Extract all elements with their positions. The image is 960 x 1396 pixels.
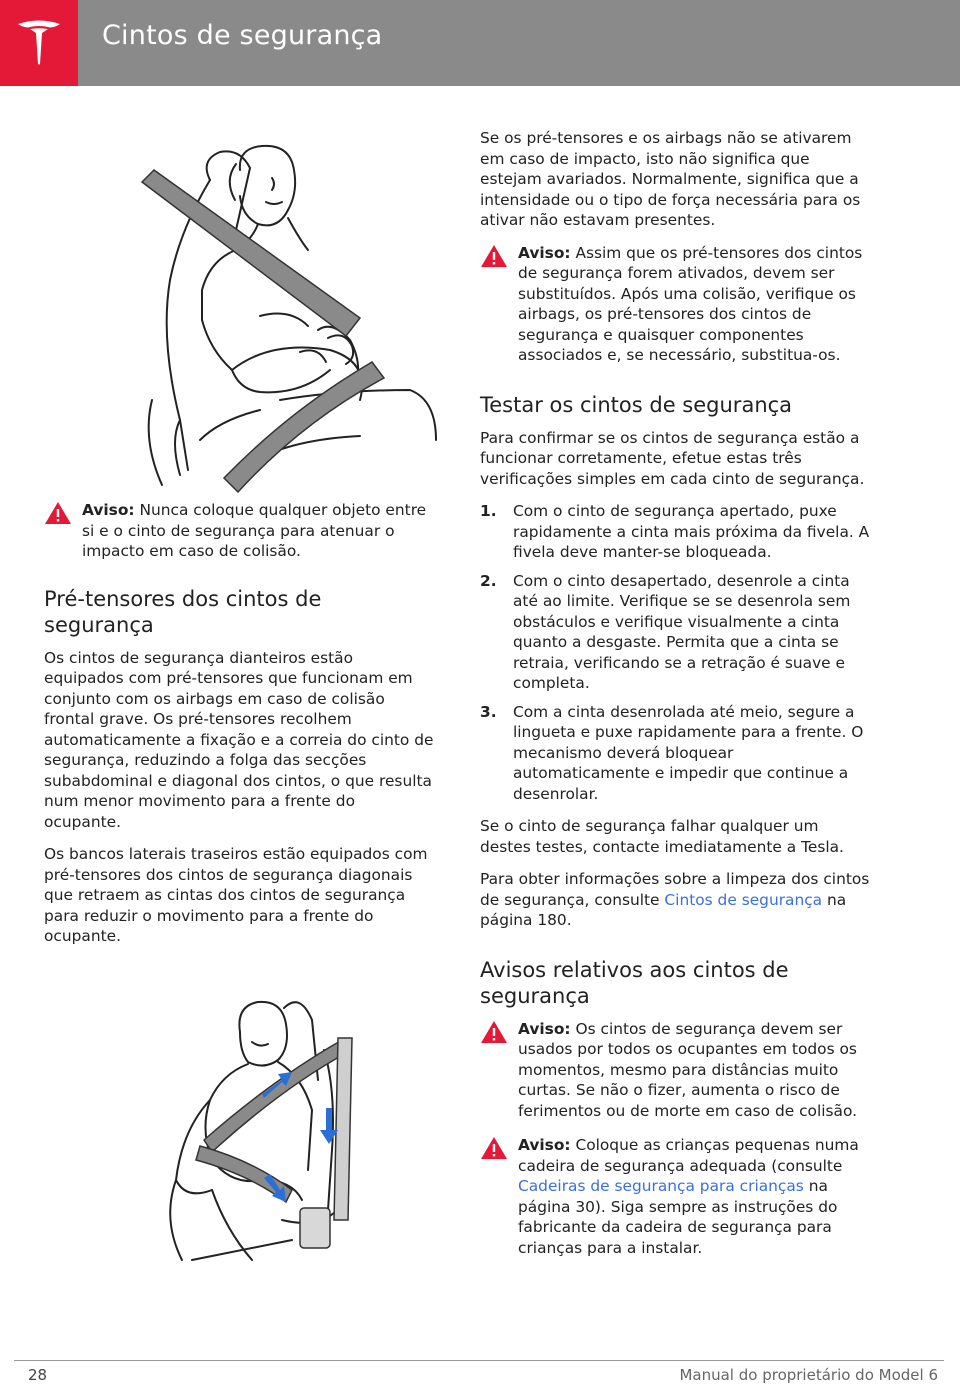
man-seatbelt-illustration (152, 990, 364, 1275)
warning-label: Aviso: (82, 501, 135, 519)
warning-note: Aviso: Coloque as crianças pequenas numa cadeira de segurança adequada (consulte Cadeiras de segurança para crianças na página 30). Siga sempre as instruções do fabricante da cadeira de segurança para crianças para a instalar. (480, 1135, 872, 1258)
warning-label: Aviso: (518, 1019, 571, 1038)
left-column (44, 500, 436, 959)
tesla-t-icon (16, 18, 62, 68)
warning-triangle-icon (44, 501, 72, 525)
warning-text: Os cintos de segurança devem ser usados por todos os ocupantes em todos os momentos, mesmo para distâncias muito curtas. Se não o fizer, aumenta o risco de ferimentos ou de morte em caso de colisão. (518, 1019, 858, 1120)
warning-triangle-icon (480, 1136, 508, 1160)
warning-triangle-icon (480, 244, 508, 268)
page-title: Cintos de segurança (102, 20, 383, 51)
pretensioner-paragraph: Os cintos de segurança dianteiros estão equipados com pré-tensores que funcionam em conjunto com os airbags em caso de colisão frontal grave. Os pré-tensores recolhem automaticamente a fixação e a correia do cinto de segurança, reduzindo a folga das secções subabdominal e diagonal dos cintos, o que resulta num menor movimento para a frente do ocupante. (44, 648, 434, 831)
page-header (0, 0, 960, 86)
right-column (480, 128, 872, 1272)
cleaning-paragraph: Para obter informações sobre a limpeza dos cintos de segurança, consulte Cintos de segurança na página 180. (480, 870, 870, 929)
section-title-pretensioners: Pré-tensores dos cintos de segurança (44, 586, 322, 637)
section-title-warnings: Avisos relativos aos cintos de segurança (480, 957, 789, 1008)
test-intro-paragraph: Para confirmar se os cintos de segurança estão a funcionar corretamente, efetue estas três verificações simples em cada cinto de segurança. (480, 428, 865, 488)
manual-title: Manual do proprietário do Model 6 (679, 1366, 938, 1384)
warning-text: Assim que os pré-tensores dos cintos de segurança forem ativados, devem ser substituídos. Após uma colisão, verifique os airbags, os pré-tensores dos cintos de segurança e quaisquer componentes associados e, se necessário, substitua-os. (518, 243, 863, 364)
section-title-testing: Testar os cintos de segurança (480, 392, 793, 417)
warning-text: Nunca coloque qualquer objeto entre si e o cinto de segurança para atenuar o impacto em caso de colisão. (82, 501, 427, 560)
list-item: 2. Com o cinto desapertado, desenrole a cinta até ao limite. Verifique se se desenrola sem obstáculos e verifique visualmente a cinta quanto a desgaste. Permita que a cinta se retraia, verificando se a retração é suave e completa. (480, 571, 851, 692)
child-seat-link[interactable]: Cadeiras de segurança para crianças (518, 1177, 804, 1195)
warning-note (44, 500, 436, 562)
warning-label: Aviso: (518, 243, 571, 262)
airbag-paragraph: Se os pré-tensores e os airbags não se ativarem em caso de impacto, isto não significa que estejam avariados. Normalmente, significa que a intensidade ou o tipo de força necessária para os ativar não estavam presentes. (480, 129, 861, 229)
rear-pretensioner-paragraph: Os bancos laterais traseiros estão equipados com pré-tensores dos cintos de segurança diagonais que retraem as cintas dos cintos de segurança para reduzir o movimento para a frente do ocupante. (44, 845, 428, 945)
list-item: 1. Com o cinto de segurança apertado, puxe rapidamente a cinta mais próxima da fivela. A fivela deve manter-se bloqueada. (480, 502, 870, 561)
cleaning-link[interactable]: Cintos de segurança (664, 890, 823, 909)
warning-triangle-icon (480, 1020, 508, 1044)
test-steps-list (480, 501, 872, 804)
warning-note (480, 1019, 872, 1122)
warning-note (480, 243, 872, 366)
warning-label: Aviso: (518, 1136, 571, 1154)
list-item: 3. Com a cinta desenrolada até meio, segure a lingueta e puxe rapidamente para a frente. O mecanismo deverá bloquear automaticamente e impedir que continue a desenrolar. (480, 702, 864, 803)
page-number: 28 (28, 1366, 48, 1384)
tesla-logo (0, 0, 78, 86)
test-fail-paragraph: Se o cinto de segurança falhar qualquer um destes testes, contacte imediatamente a Tesla. (480, 817, 844, 856)
pregnant-woman-seatbelt-illustration (140, 140, 440, 495)
footer-divider (14, 1360, 944, 1361)
